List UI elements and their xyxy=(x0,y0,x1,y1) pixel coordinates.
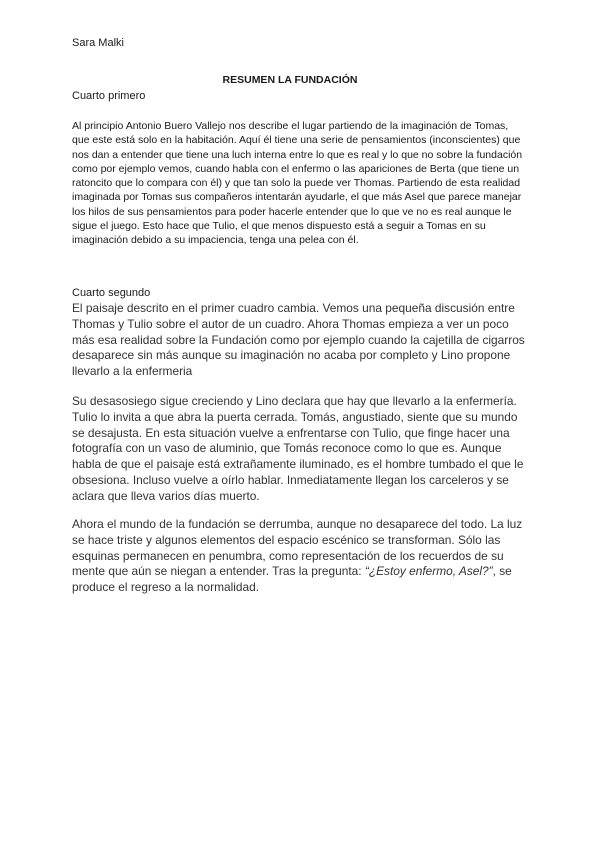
paragraph-cuarto-segundo-2: Su desasosiego sigue creciendo y Lino declara que hay que llevarlo a la enfermería. Tulio lo invita a que abra la puerta cerrada. Tomás, angustiado, siente que su mundo se desajusta. En esta situación vuelve a enfrentarse con Tulio, que finge hacer una fotografía con un vaso de aluminio, que Tomás reconoce como lo que es. Aunque habla de que el paisaje está extrañamente iluminado, es el hombre tumbado el que le obsesiona. Incluso vuelve a oírlo hablar. Inmediatamente llegan los carceleros y se aclara que lleva varios días muerto. xyxy=(72,394,524,503)
document-title: RESUMEN LA FUNDACIÓN xyxy=(222,74,358,86)
author-name: Sara Malki xyxy=(72,37,124,49)
quoted-question: “¿Estoy enfermo, Asel?” xyxy=(364,564,493,579)
paragraph-text-before-quote: Ahora el mundo de la fundación se derrumba, aunque no desaparece del todo. La luz se hace triste y algunos elementos del espacio escénico se transforman. Sólo las esquinas permanecen en penumbra, como representación de los recuerdos de su mente que aún se niegan a entender. Tras la pregunta: xyxy=(72,517,523,579)
paragraph-text-after-quote: , se produce el regreso a la normalidad. xyxy=(72,564,512,595)
paragraph-cuarto-segundo-1: El paisaje descrito en el primer cuadro cambia. Vemos una pequeña discusión entre Thomas y Tulio sobre el autor de un cuadro. Ahora Thomas empieza a ver un poco más esa realidad sobre la Fundación como por ejemplo cuando la cajetilla de cigarros desaparece sin más aunque su imaginación no acaba por completo y Lino propone llevarlo a la enfermeria xyxy=(72,301,525,379)
section-heading-cuarto-primero: Cuarto primero xyxy=(72,90,146,102)
paragraph-cuarto-segundo-3 xyxy=(72,517,528,596)
section-heading-cuarto-segundo: Cuarto segundo xyxy=(72,287,151,299)
paragraph-cuarto-primero: Al principio Antonio Buero Vallejo nos describe el lugar partiendo de la imaginación de Tomas, que este está solo en la habitación. Aquí él tiene una serie de pensamientos (inconscientes) que nos dan a entender que tiene una luch interna entre lo que es real y lo que no sobre la fundación como por ejemplo vemos, cuando habla con el enfermo o las apariciones de Berta (que tiene un ratoncito que lo compara con él) y que tan solo la puede ver Thomas. Partiendo de esta realidad imaginada por Tomas sus compañeros intentarán ayudarle, el que más Asel que parece manejar los hilos de sus pensamientos para poder hacerle entender que lo que ve no es real aunque le sigue el juego. Esto hace que Tulio, el que menos dispuesto está a seguir a Tomas en su imaginación debido a su impaciencia, tenga una pelea con él. xyxy=(72,120,523,247)
